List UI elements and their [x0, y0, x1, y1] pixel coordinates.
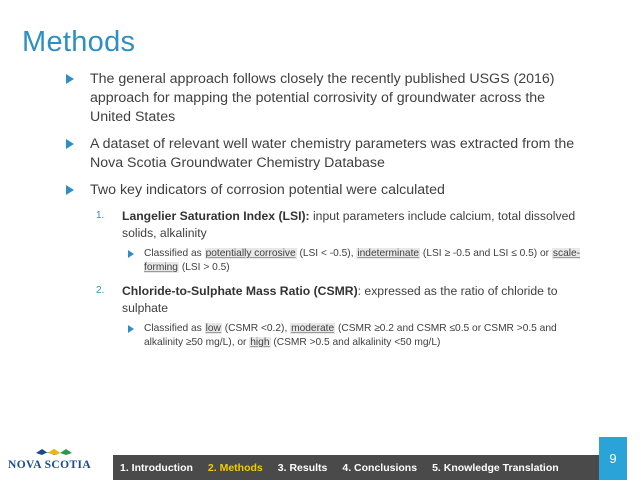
bullet-text: The general approach follows closely the recently published USGS (2016) approach for mapping the potential corrosivity of groundwater across the United States: [90, 71, 555, 125]
bullet-list: [62, 70, 582, 358]
sub-text: (CSMR ≥0.2 and CSMR ≤0.5 or CSMR >0.5 and alkalinity ≥50 mg/L), or: [144, 323, 557, 348]
bullet-item: [62, 135, 582, 173]
indicator-desc: input parameters include calcium, total dissolved solids, alkalinity: [122, 209, 576, 240]
indicator-desc: : expressed as the ratio of chloride to sulphate: [122, 284, 558, 315]
nova-scotia-logo: [8, 447, 120, 479]
sub-text: (CSMR >0.5 and alkalinity <50 mg/L): [270, 337, 441, 348]
nav-item-methods[interactable]: 2. Methods: [207, 461, 263, 474]
indicator-number: 1.: [96, 210, 105, 221]
indicator-sub-item: [62, 322, 582, 350]
indicator-name: Chloride-to-Sulphate Mass Ratio (CSMR): [122, 284, 358, 298]
sub-text: (LSI > 0.5): [178, 262, 230, 273]
bullet-item: [62, 70, 582, 127]
nav-item-introduction[interactable]: 1. Introduction: [120, 461, 193, 474]
sub-bullet-arrow-icon: [128, 250, 134, 258]
highlight-term: indeterminate: [357, 248, 420, 259]
indicator-number: 2.: [96, 285, 105, 296]
bullet-text: Two key indicators of corrosion potential were calculated: [90, 182, 445, 198]
highlight-term: high: [250, 337, 270, 348]
sub-text: (CSMR <0.2),: [221, 323, 291, 334]
indicator-item: [62, 283, 582, 316]
sub-text: (LSI ≥ -0.5 and LSI ≤ 0.5) or: [420, 248, 552, 259]
logo-text: NOVA SCOTIA: [8, 459, 92, 471]
sub-text: Classified as: [144, 323, 205, 334]
indicator-item: [62, 208, 582, 241]
nav-item-results[interactable]: 3. Results: [277, 461, 328, 474]
bullet-text: A dataset of relevant well water chemistry parameters was extracted from the Nova Scotia Groundwater Chemistry Database: [90, 136, 575, 171]
highlight-term: potentially corrosive: [205, 248, 296, 259]
highlight-term: scale-forming: [144, 248, 581, 273]
bullet-arrow-icon: [66, 74, 74, 84]
sub-bullet-arrow-icon: [128, 325, 134, 333]
bullet-item: [62, 181, 582, 200]
nav-item-conclusions[interactable]: 4. Conclusions: [342, 461, 418, 474]
sub-text: Classified as: [144, 248, 205, 259]
slide-title: Methods: [22, 26, 136, 58]
bullet-arrow-icon: [66, 139, 74, 149]
indicator-sub-item: [62, 247, 582, 275]
indicator-name: Langelier Saturation Index (LSI):: [122, 209, 310, 223]
bullet-arrow-icon: [66, 185, 74, 195]
highlight-term: moderate: [291, 323, 335, 334]
sub-text: (LSI < -0.5),: [296, 248, 357, 259]
nav-item-knowledge-translation[interactable]: 5. Knowledge Translation: [432, 461, 559, 474]
section-nav-bar: [113, 455, 605, 480]
highlight-term: low: [205, 323, 221, 334]
page-number: 9: [599, 437, 627, 480]
